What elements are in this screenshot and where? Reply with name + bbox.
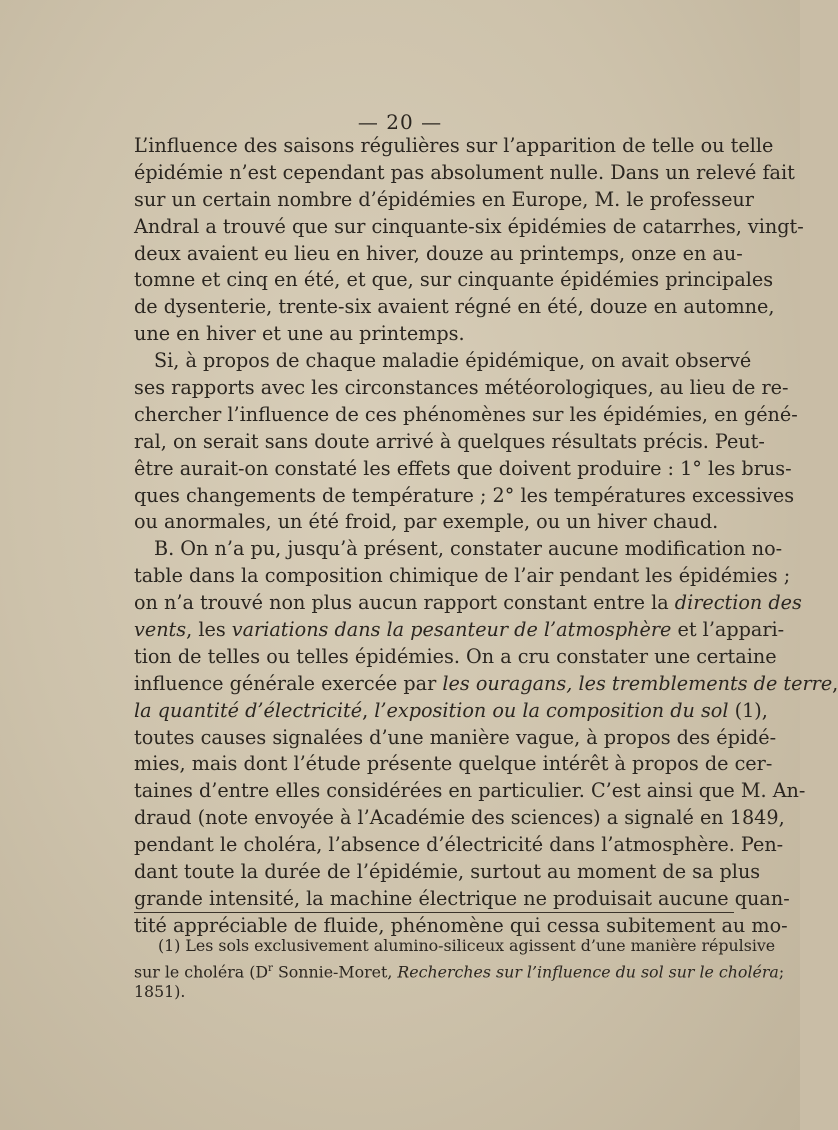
text-line: tomne et cinq en été, et que, sur cinquante épidémies principales bbox=[134, 268, 774, 292]
text-line: sur un certain nombre d’épidémies en Europe, M. le professeur bbox=[134, 187, 754, 211]
text-line: pendant le choléra, l’absence d’électricité dans l’atmosphère. Pen- bbox=[134, 833, 784, 857]
text-line: taines d’entre elles considérées en particulier. C’est ainsi que M. An- bbox=[134, 779, 806, 803]
footnote-line: sur le choléra ($D^r$ Sonnie-Moret, Recherches sur l’influence du sol sur le choléra; bbox=[134, 962, 785, 982]
text-line: table dans la composition chimique de l’air pendant les épidémies ; bbox=[134, 564, 791, 588]
footnote-line: (1) Les sols exclusivement alumino-siliceux agissent d’une manière répulsive bbox=[158, 936, 776, 955]
page-number: — 20 — bbox=[357, 110, 443, 134]
text-line: influence générale exercée par les ouragans, les tremblements de terre, bbox=[134, 671, 838, 695]
text-line: mies, mais dont l’étude présente quelque intérêt à propos de cer- bbox=[134, 752, 773, 776]
text-line: ses rapports avec les circonstances météorologiques, au lieu de re- bbox=[134, 376, 789, 400]
text-line: on n’a trouvé non plus aucun rapport constant entre la direction des bbox=[134, 591, 802, 615]
footnote bbox=[134, 934, 785, 1003]
text-line: chercher l’influence de ces phénomènes sur les épidémies, en géné- bbox=[134, 402, 798, 426]
footnote-line: 1851). bbox=[134, 982, 186, 1001]
text-line: tion de telles ou telles épidémies. On a cru constater une certaine bbox=[134, 644, 777, 668]
text-line: Andral a trouvé que sur cinquante-six épidémies de catarrhes, vingt- bbox=[134, 214, 804, 238]
text-line: toutes causes signalées d’une manière vague, à propos des épidé- bbox=[134, 725, 777, 749]
text-line: B. On n’a pu, jusqu’à présent, constater aucune modification no- bbox=[154, 537, 783, 561]
text-line: dant toute la durée de l’épidémie, surtout au moment de sa plus bbox=[134, 860, 761, 884]
text-line: épidémie n’est cependant pas absolument nulle. Dans un relevé fait bbox=[134, 160, 795, 184]
text-line: être aurait-on constaté les effets que doivent produire : 1° les brus- bbox=[134, 456, 792, 480]
text-line: ou anormales, un été froid, par exemple, ou un hiver chaud. bbox=[134, 510, 719, 534]
text-line: grande intensité, la machine électrique ne produisait aucune quan- bbox=[134, 886, 790, 910]
text-line: ral, on serait sans doute arrivé à quelques résultats précis. Peut- bbox=[134, 429, 765, 453]
text-line: tité appréciable de fluide, phénomène qui cessa subitement au mo- bbox=[134, 913, 788, 937]
text-line: vents, les variations dans la pesanteur de l’atmosphère et l’appari- bbox=[134, 618, 785, 642]
text-line: draud (note envoyée à l’Académie des sciences) a signalé en 1849, bbox=[134, 806, 785, 830]
text-line: ques changements de température ; 2° les températures excessives bbox=[134, 483, 795, 507]
text-line: L’influence des saisons régulières sur l’apparition de telle ou telle bbox=[134, 134, 774, 157]
text-line: deux avaient eu lieu en hiver, douze au printemps, onze en au- bbox=[134, 241, 743, 265]
body-text bbox=[134, 133, 838, 940]
text-line: une en hiver et une au printemps. bbox=[134, 322, 465, 346]
text-line: Si, à propos de chaque maladie épidémique, on avait observé bbox=[154, 349, 752, 373]
footnote-divider bbox=[134, 912, 734, 913]
text-line: la quantité d’électricité, l’exposition ou la composition du sol (1), bbox=[134, 698, 768, 722]
text-line: de dysenterie, trente-six avaient régné en été, douze en automne, bbox=[134, 295, 775, 319]
